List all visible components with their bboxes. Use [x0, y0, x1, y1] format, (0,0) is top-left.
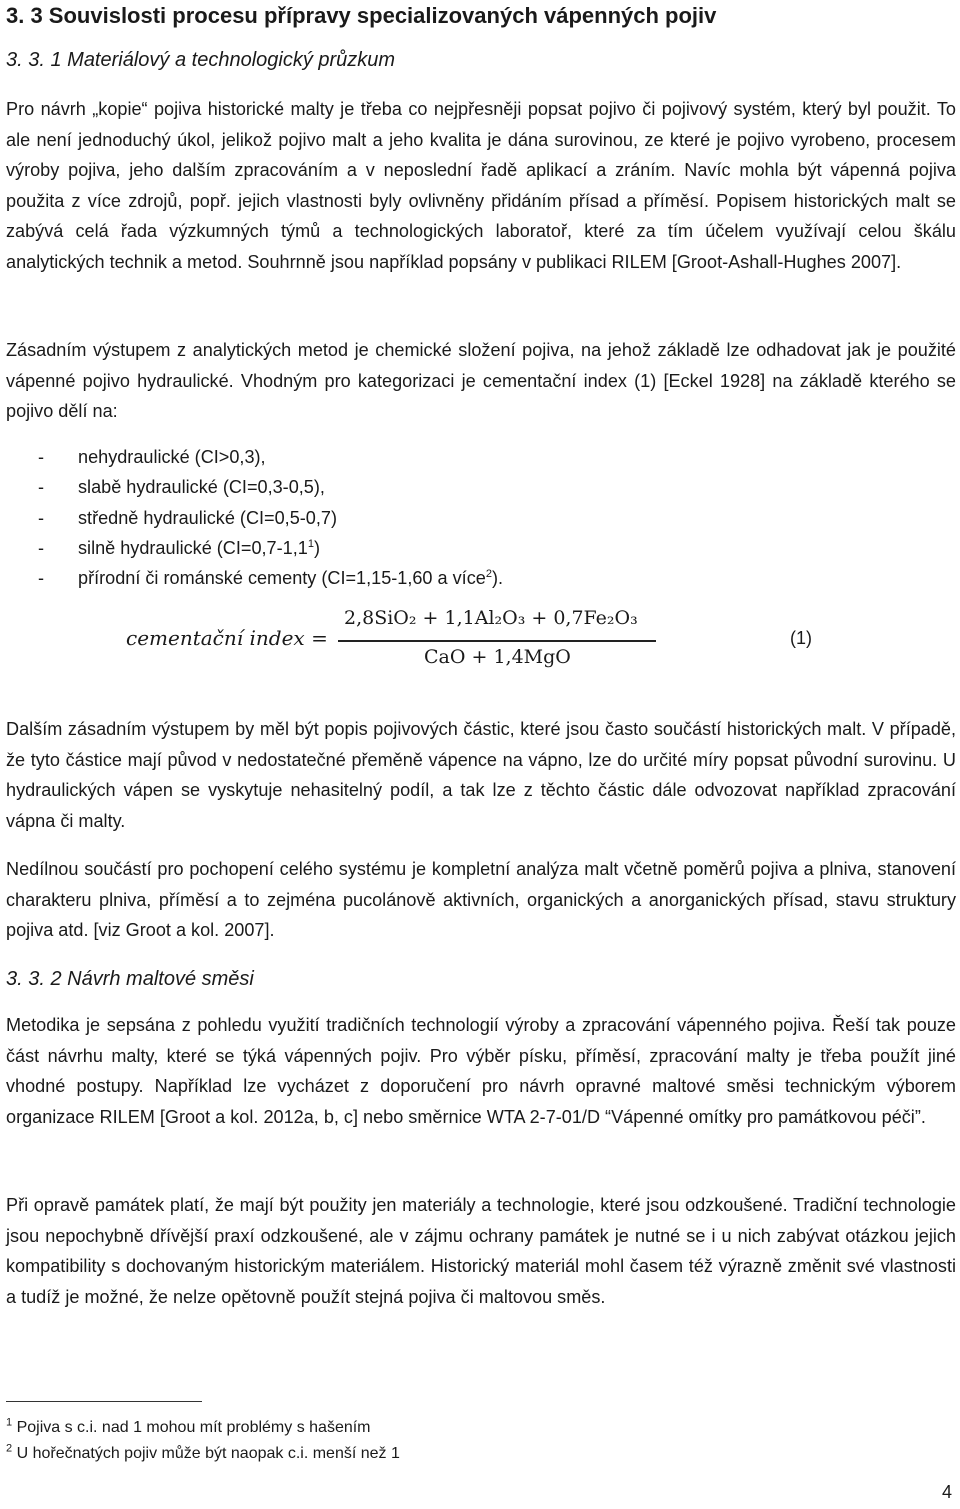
list-dash: -: [38, 507, 45, 528]
list-dash: -: [38, 537, 45, 558]
subsection-heading-2: 3. 3. 2 Návrh maltové směsi: [6, 968, 254, 990]
paragraph-5: Metodika je sepsána z pohledu využití tradičních technologií výroby a zpracování vápenného pojiva. Řeší tak pouze část návrhu malty, které se týká vápenných pojiv. Pro výběr písku, příměsí, zpracování malty je třeba použít jiné vhodné postupy. Například lze vycházet z doporučení pro návrh opravné maltové směsi technickým výborem organizace RILEM [Groot a kol. 2012a, b, c] nebo směrnice WTA 2-7-01/D “Vápenné omítky pro památkovou péči”.: [6, 1015, 956, 1127]
footnote-text: U hořečnatých pojiv může být naopak c.i. menší než 1: [12, 1445, 400, 1462]
footnote-ref-1[interactable]: 1: [307, 537, 314, 550]
paragraph-1: Pro návrh „kopie“ pojiva historické malty je třeba co nejpřesněji popsat pojivo či pojivový systém, který byl použit. To ale není jednoduchý úkol, jelikož pojivo malt a jeho kvalita je dána surovinou, ze které je pojivo vyrobeno, procesem výroby pojiva, jeho dalším zpracováním a v neposlední řadě aplikací a zráním. Navíc mohla být vápenná pojiva použita z více zdrojů, popř. jejich vlastnosti byly ovlivněny přidáním přísad a příměsí. Popisem historických malt se zabývá celá řada výzkumných týmů a technologických laboratoř, které za tím účelem využívají celou škálu analytických technik a metod. Souhrnně jsou například popsány v publikaci RILEM [Groot-Ashall-Hughes 2007].: [6, 99, 956, 272]
paragraph-6: Při opravě památek platí, že mají být použity jen materiály a technologie, které jsou odzkoušené. Tradiční technologie jsou nepochybně dřívější praxí odzkoušené, ale v zájmu ochrany památek je nutné se i u nich zabývat otázkou jejich kompatibility s dochovaným historickým materiálem. Historický materiál mohl časem též výrazně změnit své vlastnosti a tudíž je možné, že nelze opětovně použít stejná pojiva či maltovou směs.: [6, 1195, 956, 1307]
list-item-suffix: ): [313, 537, 320, 558]
list-item-text: středně hydraulické (CI=0,5-0,7): [78, 507, 337, 528]
footnote-ref-2[interactable]: 2: [485, 568, 492, 581]
list-dash: -: [38, 568, 45, 589]
paragraph-3: Dalším zásadním výstupem by měl být popis pojivových částic, které jsou často součástí historických malt. V případě, že tyto částice mají původ v nedostatečné přeměně vápence na vápno, lze do určité míry popsat původní surovinu. U hydraulických vápen se vyskytuje nehasitelný podíl, a tak lze z těchto částic dále odvozovat například zpracování vápna či malty.: [6, 719, 956, 831]
cementation-index-equation: [0, 600, 960, 680]
list-dash: -: [38, 447, 45, 467]
list-item-text: nehydraulické (CI>0,3),: [78, 447, 266, 467]
footnote-mark: 1: [6, 1416, 13, 1429]
equation-numerator: 2,8SiO₂ + 1,1Al₂O₃ + 0,7Fe₂O₃: [344, 607, 638, 629]
footnote-text: Pojiva s c.i. nad 1 mohou mít problémy s hašením: [12, 1419, 371, 1436]
equation-denominator: CaO + 1,4MgO: [424, 646, 571, 668]
list-dash: -: [38, 477, 45, 498]
section-heading: 3. 3 Souvislosti procesu přípravy specializovaných vápenných pojiv: [6, 3, 717, 28]
paragraph-4: Nedílnou součástí pro pochopení celého systému je kompletní analýza malt včetně poměrů pojiva a plniva, stanovení charakteru plniva, příměsí a to zejména pucolánově aktivních, organických a anorganických přísad, stavu struktury pojiva atd. [viz Groot a kol. 2007].: [6, 859, 956, 940]
footnote-1: [6, 1417, 371, 1439]
list-item-text: přírodní či románské cementy (CI=1,15-1,60 a více: [78, 568, 486, 589]
fraction-bar: [338, 640, 656, 642]
list-item-suffix: ).: [491, 568, 503, 589]
list-item-text: silně hydraulické (CI=0,7-1,1: [78, 537, 308, 558]
list-item-text: slabě hydraulické (CI=0,3-0,5),: [78, 477, 325, 498]
footnote-mark: 2: [6, 1442, 13, 1455]
page-number: 4: [942, 1482, 953, 1502]
footnote-2: [6, 1443, 400, 1465]
equation-number: (1): [790, 628, 812, 648]
equation-lhs: cementační index =: [126, 626, 328, 650]
paragraph-2: Zásadním výstupem z analytických metod je chemické složení pojiva, na jehož základě lze odhadovat jak je použité vápenné pojivo hydraulické. Vhodným pro kategorizaci je cementační index (1) [Eckel 1928] na základě kterého se pojivo dělí na:: [6, 340, 956, 421]
footnote-separator: [6, 1401, 202, 1402]
subsection-heading-1: 3. 3. 1 Materiálový a technologický průzkum: [6, 49, 396, 71]
